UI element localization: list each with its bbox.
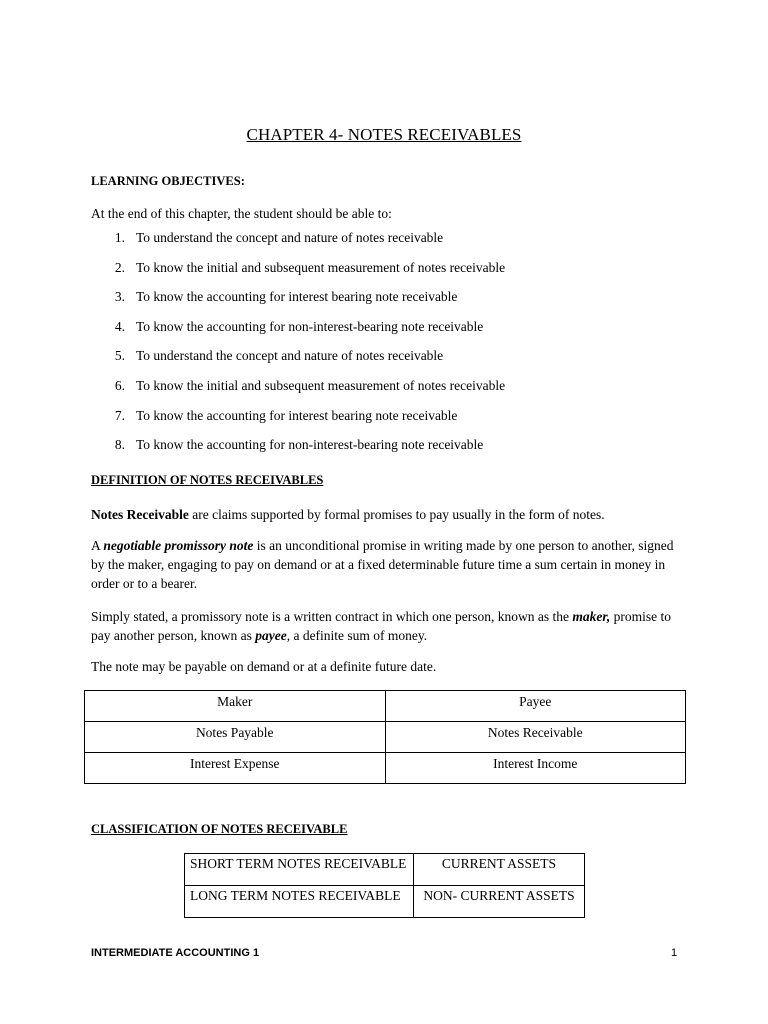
- page-number: 1: [671, 947, 678, 959]
- table-cell: Notes Payable: [85, 722, 386, 753]
- objectives-intro: At the end of this chapter, the student should be able to:: [91, 206, 392, 221]
- table-row: [185, 854, 585, 886]
- definition-paragraph-2: A negotiable promissory note is an unconditional promise in writing made by one person to another, signed by the maker, engaging to pay on demand or at a fixed determinable future time a sum certain in money in order or to a bearer.: [91, 538, 674, 591]
- table-header-cell: Payee: [385, 691, 686, 722]
- chapter-title: CHAPTER 4- NOTES RECEIVABLES: [246, 125, 522, 144]
- table-cell: Interest Expense: [85, 753, 386, 784]
- table-cell: SHORT TERM NOTES RECEIVABLE: [185, 854, 414, 886]
- table-header-cell: Maker: [85, 691, 386, 722]
- document-page: CHAPTER 4- NOTES RECEIVABLES LEARNING OBJECTIVES: At the end of this chapter, the student should be able to: 1. To understand the concept and nature of notes receivable 2. To know the initial and subsequent measurement of notes receivable 3. To know the accounting for interest bearing note receivable 4. To know the accounting for non-interest-bearing note receivable 5. To understand the concept and nature of notes receivable 6. To know the initial and subsequent measurement of notes receivable 7. To know the accounting for interest bearing note receivable 8. To know the accounting for non-interest-bearing note receivable DEFINITION OF NOTES RECEIVABLES Notes Receivable are claims supported by formal promises to pay usually in the form of notes. A negotiable promissory note is an unconditional promise in writing made by one person to another, signed by the maker, engaging to pay on demand or at a fixed determinable future time a sum certain in money in order or to a bearer. Simply stated, a promissory note is a written contract in which one person, known as the maker, promise to pay another person, known as payee, a definite sum of money. The note may be payable on demand or at a definite future date. Maker Payee Notes Payable Notes Receivable Interest Expense Interest Income CLASSIFICATION OF NOTES RECEIVABLE SHORT TERM NOTES RECEIVABLE CURRENT ASSETS LONG TERM NOTES RECEIVABLE NON- CURRENT ASSETS INTERMEDIATE ACCOUNTING 1 1: [0, 0, 768, 1024]
- table-row: [85, 753, 686, 784]
- maker-payee-table: [84, 690, 686, 784]
- learning-objectives-heading: LEARNING OBJECTIVES:: [91, 174, 245, 188]
- footer-course-title: INTERMEDIATE ACCOUNTING 1: [91, 947, 260, 959]
- table-row: [85, 722, 686, 753]
- definition-paragraph-3: Simply stated, a promissory note is a written contract in which one person, known as the maker, promise to pay another person, known as payee, a definite sum of money.: [91, 609, 672, 643]
- table-cell: Interest Income: [385, 753, 686, 784]
- table-cell: CURRENT ASSETS: [414, 854, 585, 886]
- table-row: [185, 886, 585, 918]
- table-cell: Notes Receivable: [385, 722, 686, 753]
- definition-paragraph-1: Notes Receivable are claims supported by formal promises to pay usually in the form of notes.: [91, 507, 605, 522]
- table-cell: LONG TERM NOTES RECEIVABLE: [185, 886, 414, 918]
- classification-heading: CLASSIFICATION OF NOTES RECEIVABLE: [91, 822, 348, 836]
- classification-table: [184, 853, 585, 918]
- table-header-row: [85, 691, 686, 722]
- table-cell: NON- CURRENT ASSETS: [414, 886, 585, 918]
- definition-heading: DEFINITION OF NOTES RECEIVABLES: [91, 473, 324, 487]
- definition-paragraph-4: The note may be payable on demand or at a definite future date.: [91, 659, 437, 674]
